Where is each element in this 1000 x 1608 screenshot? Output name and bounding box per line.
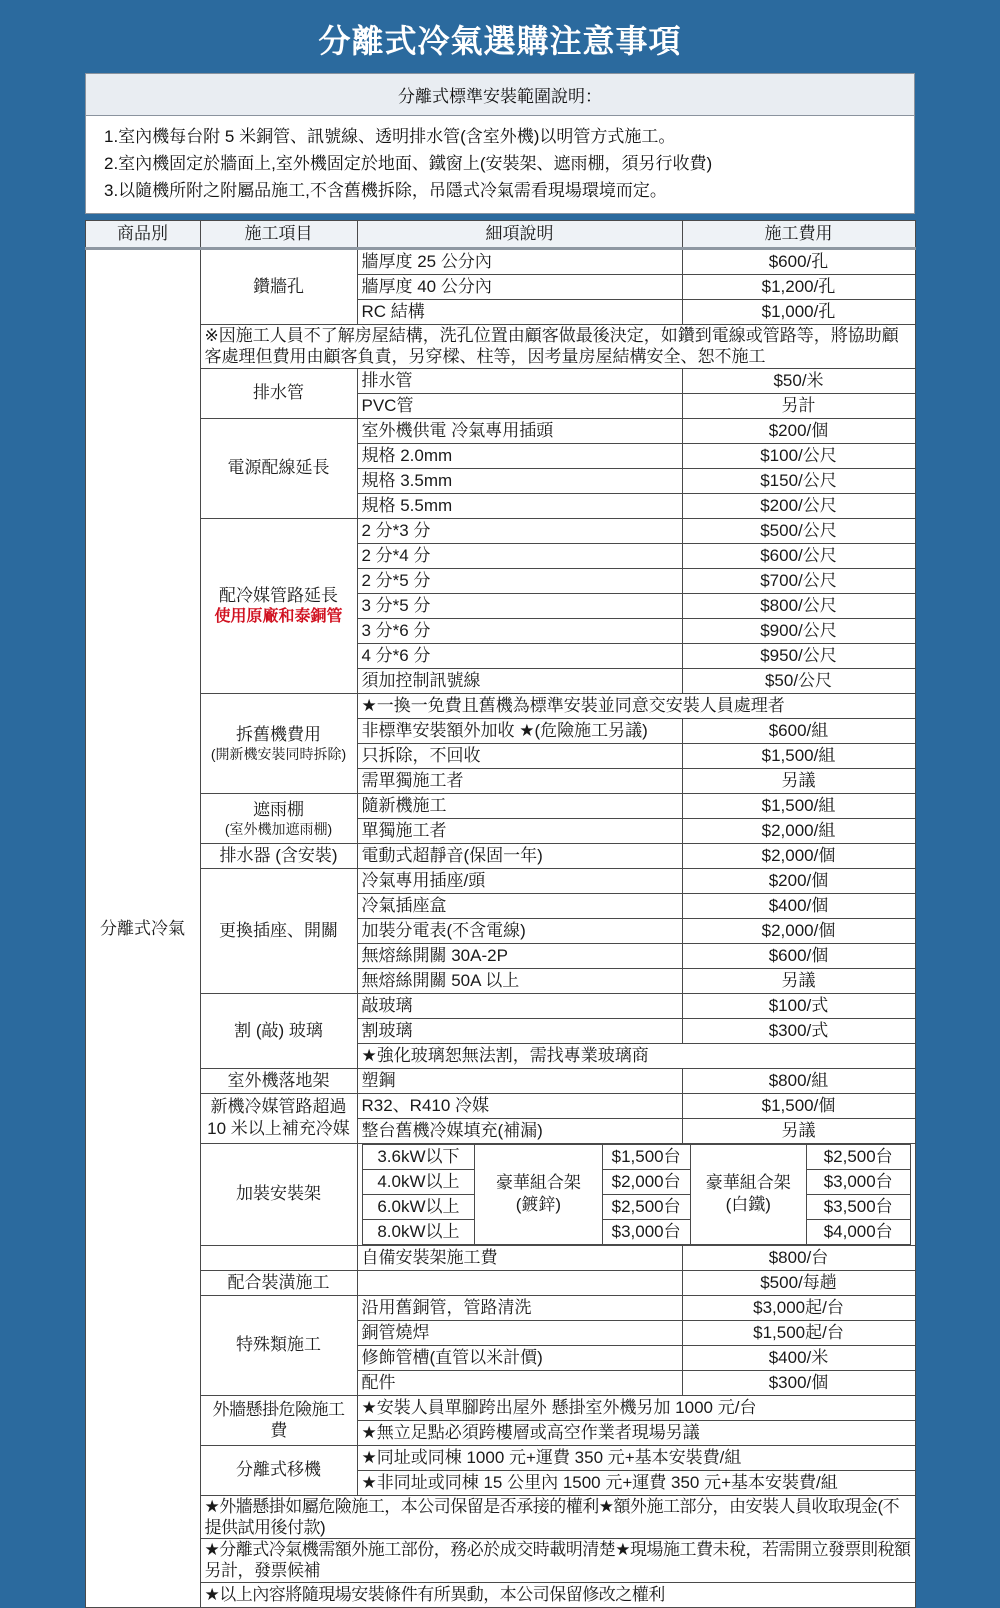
price-cell: $200/公尺 [682,493,915,518]
wall-risk-cell: ★無立足點必須跨樓層或高空作業者現場另議 [357,1420,915,1445]
price-cell: $3,000起/台 [682,1295,915,1320]
detail-cell: 冷氣插座盒 [357,893,682,918]
refill-label-line2: 10 米以上補充冷媒 [207,1119,350,1138]
table-row [85,693,915,718]
detail-cell: 3 分*5 分 [357,593,682,618]
detail-cell: 2 分*5 分 [357,568,682,593]
kw-cell: 3.6kW以下 [362,1144,475,1169]
price-cell: $1,000/孔 [682,300,915,325]
section-label-wall-risk: 外牆懸掛危險施工費 [200,1395,357,1445]
canopy-label: 遮雨棚 [253,799,304,819]
bracket-galvanized-sub: (鍍鋅) [515,1195,562,1214]
detail-cell: 單獨施工者 [357,818,682,843]
price-cell: $3,000台 [602,1219,690,1244]
info-subtitle: 分離式標準安裝範圍說明： [86,74,914,116]
footnote-cell: ★以上內容將隨現場安裝條件有所異動，本公司保留修改之權利 [200,1582,915,1607]
section-label-bracket: 加裝安裝架 [200,1143,357,1245]
price-cell: $600/個 [682,943,915,968]
price-cell: 另議 [682,768,915,793]
removal-full-cell: ★一換一免費且舊機為標準安裝並同意交安裝人員處理者 [357,693,915,718]
refrigerant-red-note: 使用原廠和泰銅管 [214,607,343,625]
price-cell: $100/式 [682,993,915,1018]
section-label-stand: 室外機落地架 [200,1068,357,1093]
price-cell: $600/孔 [682,249,915,275]
table-row [85,1270,915,1295]
table-row [85,1445,915,1470]
table-row [85,843,915,868]
detail-cell: 4 分*6 分 [357,643,682,668]
price-cell: $50/米 [682,368,915,393]
bracket-galvanized-title: 豪華組合架 [495,1173,581,1192]
price-cell: $200/個 [682,868,915,893]
table-header-row [85,221,915,249]
wall-risk-cell: ★安裝人員單腳跨出屋外 懸掛室外機另加 1000 元/台 [357,1395,915,1420]
price-cell: $400/米 [682,1345,915,1370]
note-line: 2.室內機固定於牆面上,室外機固定於地面、鐵窗上(安裝架、遮雨棚，須另行收費) [104,154,713,173]
note-line: 3.以隨機所附之附屬品施工,不含舊機拆除，吊隱式冷氣需看現場環境而定。 [104,181,667,200]
footnote-cell: ★外牆懸掛如屬危險施工，本公司保留是否承接的權利★額外施工部分，由安裝人員收取現金(不提供試用後付款) [200,1495,915,1539]
table-row [362,1194,910,1219]
bracket-steel-sub: (白鐵) [725,1195,771,1214]
detail-cell: 規格 2.0mm [357,443,682,468]
price-cell: $1,200/孔 [682,275,915,300]
section-label-refill [200,1093,357,1143]
note-line: 1.室內機每台附 5 米銅管、訊號線、透明排水管(含室外機)以明管方式施工。 [104,127,676,146]
detail-cell: 銅管燒焊 [357,1320,682,1345]
price-cell: $950/公尺 [682,643,915,668]
price-cell: 另議 [682,1118,915,1143]
section-label-relocate: 分離式移機 [200,1445,357,1495]
category-cell: 分離式冷氣 [85,249,200,1608]
bracket-subtable-cell [357,1143,915,1245]
detail-cell: 塑鋼 [357,1068,682,1093]
glass-full-cell: ★強化玻璃恕無法割，需找專業玻璃商 [357,1043,915,1068]
table-row [85,249,915,275]
price-cell: $2,500台 [806,1144,910,1169]
header-fee: 施工費用 [682,221,915,249]
price-cell: $150/公尺 [682,468,915,493]
table-row [85,418,915,443]
detail-cell: 沿用舊銅管，管路清洗 [357,1295,682,1320]
bracket-steel-label [690,1144,806,1244]
price-cell: $100/公尺 [682,443,915,468]
detail-cell: 加裝分電表(不含電線) [357,918,682,943]
empty-detail-cell [357,1270,682,1295]
price-cell: $900/公尺 [682,618,915,643]
section-label-canopy [200,793,357,843]
detail-cell: 整台舊機冷媒填充(補漏) [357,1118,682,1143]
detail-cell: 無熔絲開關 50A 以上 [357,968,682,993]
price-cell: 另計 [682,393,915,418]
bracket-subtable [362,1144,911,1245]
table-row [362,1144,910,1169]
detail-cell: 2 分*4 分 [357,543,682,568]
section-label-power: 電源配線延長 [200,418,357,518]
price-cell: $300/個 [682,1370,915,1395]
relocate-cell: ★同址或同棟 1000 元+運費 350 元+基本安裝費/組 [357,1445,915,1470]
bracket-galvanized-label [475,1144,602,1244]
refrigerant-label: 配冷媒管路延長 [219,585,338,605]
table-row [85,518,915,543]
detail-cell: 牆厚度 40 公分內 [357,275,682,300]
section-label-drain: 排水管 [200,368,357,418]
table-row [85,368,915,393]
price-cell: $1,500/組 [682,743,915,768]
kw-cell: 8.0kW以上 [362,1219,475,1244]
price-cell: $1,500台 [602,1144,690,1169]
price-cell: $4,000台 [806,1219,910,1244]
pricing-table [85,220,916,1608]
table-row [85,325,915,369]
info-notes [86,116,914,213]
table-row [362,1219,910,1244]
header-detail: 細項說明 [357,221,682,249]
section-label-drainer: 排水器 (含安裝) [200,843,357,868]
detail-cell: 隨新機施工 [357,793,682,818]
detail-cell: 牆厚度 25 公分內 [357,249,682,275]
price-cell: $500/每趟 [682,1270,915,1295]
table-row [362,1169,910,1194]
bracket-steel-title: 豪華組合架 [705,1173,791,1192]
table-row [85,993,915,1018]
price-cell: $1,500起/台 [682,1320,915,1345]
empty-label-cell [200,1245,357,1270]
kw-cell: 6.0kW以上 [362,1194,475,1219]
price-cell: $400/個 [682,893,915,918]
table-row [85,1143,915,1245]
detail-cell: 冷氣專用插座/頭 [357,868,682,893]
section-label-decor: 配合裝潢施工 [200,1270,357,1295]
price-cell: $2,000/個 [682,843,915,868]
price-cell: $3,500台 [806,1194,910,1219]
detail-cell: 規格 3.5mm [357,468,682,493]
price-cell: $2,500台 [602,1194,690,1219]
price-cell: $700/公尺 [682,568,915,593]
price-cell: $800/台 [682,1245,915,1270]
detail-cell: 排水管 [357,368,682,393]
table-row [85,1395,915,1420]
detail-cell: R32、R410 冷媒 [357,1093,682,1118]
kw-cell: 4.0kW以上 [362,1169,475,1194]
price-cell: $2,000台 [602,1169,690,1194]
detail-cell: PVC管 [357,393,682,418]
table-row [85,1093,915,1118]
price-cell: $600/組 [682,718,915,743]
detail-cell: 敲玻璃 [357,993,682,1018]
table-row [85,1495,915,1539]
detail-cell: 割玻璃 [357,1018,682,1043]
refill-label-line1: 新機冷媒管路超過 [210,1097,347,1116]
detail-cell: 修飾管槽(直管以米計價) [357,1345,682,1370]
table-row [85,868,915,893]
drill-note-cell: ※因施工人員不了解房屋結構，洗孔位置由顧客做最後決定，如鑽到電線或管路等，將協助顧客處理但費用由顧客負責，另穿樑、柱等，因考量房屋結構安全、恕不施工 [200,325,915,369]
table-row [85,1539,915,1583]
footnote-cell: ★分離式冷氣機需額外施工部份，務必於成交時載明清楚★現場施工費未稅，若需開立發票則稅額另計，發票候補 [200,1539,915,1583]
section-label-outlet: 更換插座、開關 [200,868,357,993]
header-work-item: 施工項目 [200,221,357,249]
canopy-sublabel: (室外機加遮雨棚) [224,820,333,837]
section-label-special: 特殊類施工 [200,1295,357,1395]
detail-cell: 室外機供電 冷氣專用插頭 [357,418,682,443]
info-box [85,73,915,214]
section-label-removal [200,693,357,793]
price-cell: $50/公尺 [682,668,915,693]
detail-cell: 需單獨施工者 [357,768,682,793]
table-row [85,793,915,818]
detail-cell: 須加控制訊號線 [357,668,682,693]
price-cell: $600/公尺 [682,543,915,568]
section-label-glass: 割 (敲) 玻璃 [200,993,357,1068]
section-label-refrigerant [200,518,357,693]
detail-cell: 非標準安裝額外加收 ★(危險施工另議) [357,718,682,743]
price-cell: $200/個 [682,418,915,443]
table-row [85,1295,915,1320]
price-cell: 另議 [682,968,915,993]
detail-cell: 自備安裝架施工費 [357,1245,682,1270]
price-cell: $800/公尺 [682,593,915,618]
removal-label: 拆舊機費用 [236,724,321,744]
relocate-cell: ★非同址或同棟 15 公里內 1500 元+運費 350 元+基本安裝費/組 [357,1470,915,1495]
detail-cell: 配件 [357,1370,682,1395]
price-cell: $2,000/個 [682,918,915,943]
detail-cell: 無熔絲開關 30A-2P [357,943,682,968]
detail-cell: 2 分*3 分 [357,518,682,543]
header-product-type: 商品別 [85,221,200,249]
price-cell: $1,500/組 [682,793,915,818]
detail-cell: 規格 5.5mm [357,493,682,518]
table-row [85,1068,915,1093]
price-cell: $1,500/個 [682,1093,915,1118]
price-cell: $500/公尺 [682,518,915,543]
table-row [85,1582,915,1607]
section-label-drill: 鑽牆孔 [200,249,357,325]
detail-cell: 只拆除，不回收 [357,743,682,768]
price-cell: $800/組 [682,1068,915,1093]
detail-cell: 3 分*6 分 [357,618,682,643]
table-row [85,1245,915,1270]
page-title: 分離式冷氣選購注意事項 [318,23,682,59]
price-cell: $300/式 [682,1018,915,1043]
price-cell: $3,000台 [806,1169,910,1194]
detail-cell: 電動式超靜音(保固一年) [357,843,682,868]
removal-sublabel: (開新機安裝同時拆除) [210,745,347,762]
price-cell: $2,000/組 [682,818,915,843]
detail-cell: RC 結構 [357,300,682,325]
